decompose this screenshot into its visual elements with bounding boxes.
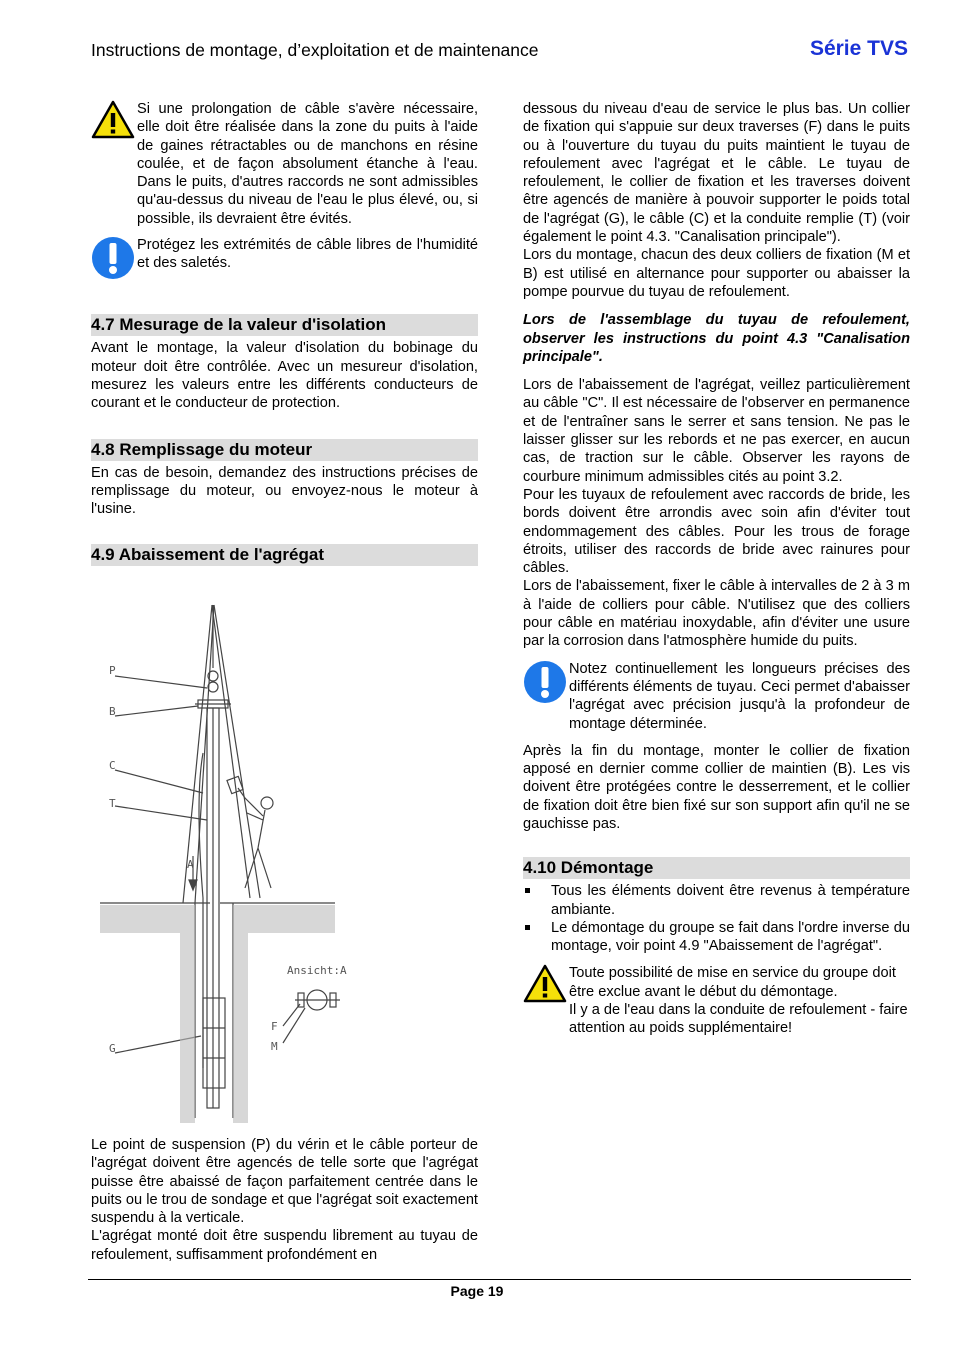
agregat-text: L'agrégat monté doit être suspendu librement au tuyau de refoulement, suffisamment profondément en — [91, 1228, 478, 1263]
warning-triangle-icon — [523, 964, 569, 1009]
warning-note-2 — [523, 964, 910, 1037]
right-bold-note: Lors de l'assemblage du tuyau de refoulement, observer les instructions du point 4.3 "Canalisation principale". — [523, 312, 910, 365]
left-column — [91, 100, 478, 566]
suspension-text: Le point de suspension (P) du vérin et le câble porteur de l'agrégat doivent être agencés de telle sorte que l'agrégat puisse être abaissé de façon parfaitement centrée dans le puits ou le trou de sondage et que l'agrégat soit exactement suspendu à la verticale. — [91, 1137, 478, 1227]
right-para-1: dessous du niveau d'eau de service le plus bas. Un collier de fixation qui s'appuie sur deux traverses (F) dans le puits ou à l'ouverture du tuyau du puits maintient le tuyau de refoulement avec l'agrégat et le câble. Le tuyau de refoulement, le collier de fixation et les traverses doivent être agencés de manière à pouvoir supporter le poids total de l'agrégat (G), le câble (C) et la conduite remplie (T) (voir également le point 4.3. "Canalisation principale"). — [523, 101, 910, 246]
footer-divider — [88, 1279, 911, 1280]
section-4-7-text: Avant le montage, la valeur d'isolation du bobinage du moteur doit être contrôlée. Avec un mesureur d'isolation, mesurez les valeurs entre les différents conducteurs de courant et le conducteur de protection. — [91, 340, 478, 412]
page-number: Page 19 — [450, 1283, 504, 1299]
list-item: Tous les éléments doivent être revenus à température ambiante. — [523, 882, 910, 919]
label-p: P — [109, 664, 116, 677]
lowering-diagram — [95, 598, 355, 1123]
label-g: G — [109, 1042, 116, 1055]
section-4-8-heading: 4.8 Remplissage du moteur — [91, 439, 478, 461]
section-4-7-heading: 4.7 Mesurage de la valeur d'isolation — [91, 314, 478, 336]
section-4-8-text: En cas de besoin, demandez des instructions précises de remplissage du moteur, ou envoyez-nous le moteur à l'usine. — [91, 464, 478, 518]
label-f: F — [271, 1020, 278, 1033]
warning-text-2a: Toute possibilité de mise en service du groupe doit être exclue avant le début du démontage. — [569, 965, 896, 1000]
label-b: B — [109, 705, 116, 718]
right-para-5: Lors de l'abaissement, fixer le câble à intervalles de 2 à 3 m à l'aide de colliers pour câble. N'utilisez que des colliers pour câble en matériau inoxydable, afin d'éviter une usure par la corrosion dans l'atmosphère humide du puits. — [523, 578, 910, 650]
info-text: Protégez les extrémités de câble libres de l'humidité et des saletés. — [137, 237, 478, 272]
right-para-6: Après la fin du montage, monter le collier de fixation apposé en dernier comme collier de maintien (B). Les vis doivent être protégées contre le desserrement, et le collier de fixation doit être bien fixé sur son support afin qu'il ne se gauchisse pas. — [523, 742, 910, 832]
right-para-3: Lors de l'abaissement de l'agrégat, veillez particulièrement au câble "C". Il est nécessaire de l'observer en permanence et de l'entraîner sans le serrer et sans tension. Ne pas le laisser glisser sur les rebords et ne pas exercer, en aucun cas, de traction sur le câble. Observer les rayons de courbure minimum admissibles cités au point 3.2. — [523, 377, 910, 485]
info-text-2: Notez continuellement les longueurs précises des différents éléments de tuyau. Ceci permet d'abaisser l'agrégat avec précision jusqu'à la profondeur de montage déterminée. — [569, 660, 910, 732]
right-column — [523, 100, 910, 1038]
label-view-a: Ansicht:A — [287, 964, 347, 977]
warning-triangle-icon — [91, 100, 137, 145]
label-t: T — [109, 797, 116, 810]
warning-text: Si une prolongation de câble s'avère nécessaire, elle doit être réalisée dans la zone du puits à l'aide de gaines rétractables ou de manchons en résine coulée, et de façon absolument étanche à l'eau. Dans le puits, d'autres raccords ne sont admissibles qu'au-dessus du niveau de l'eau le plus élevé, ou, si possible, ils devraient être évités. — [137, 101, 478, 227]
right-para-2: Lors du montage, chacun des deux colliers de fixation (M et B) est utilisé en alternance pour supporter ou abaisser la pompe pourvue du tuyau de refoulement. — [523, 247, 910, 300]
list-item: Le démontage du groupe se fait dans l'ordre inverse du montage, voir point 4.9 "Abaissement de l'agrégat". — [523, 919, 910, 956]
section-4-10-heading: 4.10 Démontage — [523, 857, 910, 879]
info-note — [91, 236, 478, 285]
document-title: Instructions de montage, d’exploitation et de maintenance — [91, 40, 539, 60]
info-exclamation-icon — [91, 236, 137, 285]
label-m: M — [271, 1040, 278, 1053]
info-note-2 — [523, 660, 910, 733]
label-c: C — [109, 759, 116, 772]
left-column-bottom — [91, 1136, 478, 1264]
series-title: Série TVS — [809, 37, 908, 60]
info-exclamation-icon — [523, 660, 569, 709]
label-a: A — [187, 858, 194, 871]
warning-note — [91, 100, 478, 228]
right-para-4: Pour les tuyaux de refoulement avec raccords de bride, les bords doivent être arrondis avec soin afin d'éviter tout endommagement des câbles. Pour les trous de forage étroits, utiliser des raccords de bride avec rainures pour câbles. — [523, 486, 910, 577]
warning-text-2b: Il y a de l'eau dans la conduite de refoulement - faire attention au poids supplémentaire! — [569, 1002, 908, 1037]
section-4-9-heading: 4.9 Abaissement de l'agrégat — [91, 544, 478, 566]
dismantling-list — [523, 882, 910, 955]
